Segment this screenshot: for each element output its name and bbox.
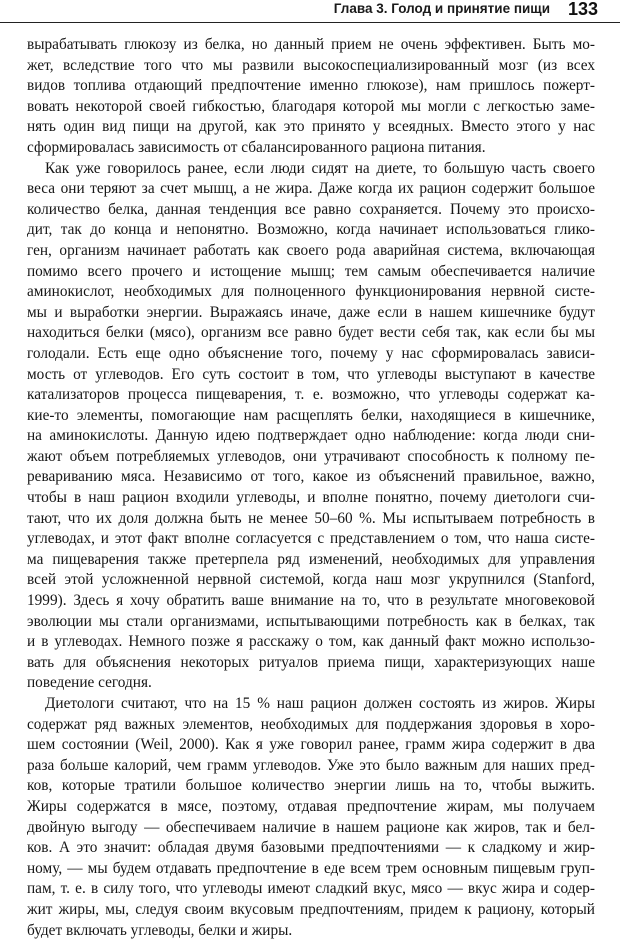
text-line: ревариванию мяса. Независимо от того, какое из объяснений правильное, важно, bbox=[27, 468, 595, 486]
text-line: ному, — мы будем отдавать предпочтение в еде всем трем основным пищевым груп- bbox=[27, 859, 595, 877]
text-line: содержат ряд важных элементов, необходимых для поддержания здоровья в хоро- bbox=[27, 715, 595, 733]
text-line: ков. А это значит: обладая двумя базовыми предпочтениями — к сладкому и жир- bbox=[27, 839, 595, 857]
text-line: голодали. Есть еще одно объяснение того, почему у нас сформировалась зависи- bbox=[27, 344, 595, 362]
text-line: находиться белки (мясо), организм все равно будет вести себя так, как если бы мы bbox=[27, 324, 595, 342]
text-line: кие-то элементы, помогающие нам расщеплять белки, находящиеся в кишечнике, bbox=[27, 406, 595, 424]
text-line: жет, вследствие того что мы развили высокоспециализированный мозг (из всех bbox=[27, 56, 595, 74]
text-line: ген, организм начинает работать как своего рода аварийная система, включающая bbox=[27, 241, 595, 259]
text-line: и в углеводах. Немного позже я расскажу о том, как данный факт можно использо- bbox=[27, 633, 595, 651]
text-line: видов топлива отдающий предпочтение именно глюкозе), нам пришлось пожерт- bbox=[27, 77, 595, 95]
text-line: будет включать углеводы, белки и жиры. bbox=[27, 921, 293, 939]
text-line: углеводах, и этот факт вполне согласуется с представлением о том, что наша систе- bbox=[27, 530, 595, 548]
text-line: нять один вид пищи на другой, как это принято у всеядных. Вместо этого у нас bbox=[27, 118, 595, 136]
text-line: аминокислот, необходимых для полноценного функционирования нервной систе- bbox=[27, 283, 595, 301]
text-line: Как уже говорилось ранее, если люди сидят на диете, то большую часть своего bbox=[45, 159, 595, 177]
text-line: Жиры содержатся в мясе, поэтому, отдавая предпочтение жирам, мы получаем bbox=[27, 797, 595, 815]
text-line: чтобы в наш рацион входили углеводы, и вполне понятно, почему диетологи счи- bbox=[27, 489, 595, 507]
text-line: дит, так до конца и непонятно. Возможно, когда начинает использоваться глико- bbox=[27, 221, 595, 239]
text-line: мость от углеводов. Его суть состоит в том, что углеводы выступают в качестве bbox=[27, 365, 595, 383]
chapter-title: Глава 3. Голод и принятие пищи bbox=[333, 1, 550, 16]
text-line: ма пищеварения также претерпела ряд изменений, необходимых для управления bbox=[27, 550, 595, 568]
text-line: на аминокислоты. Данную идею подтверждает одно наблюдение: когда люди сни- bbox=[27, 427, 595, 445]
text-line: всей этой усложненной нервной системой, когда наш мозг укрупнился (Stanford, bbox=[27, 571, 595, 589]
text-line: вать для объяснения некоторых ритуалов приема пищи, характеризующих наше bbox=[27, 653, 595, 671]
text-line: Диетологи считают, что на 15 % наш рацион должен состоять из жиров. Жиры bbox=[45, 695, 595, 712]
text-line: пам, т. е. в силу того, что углеводы имеют сладкий вкус, мясо — вкус жира и содер- bbox=[27, 880, 595, 898]
text-line: мы и выработки энергии. Выражаясь иначе, даже если в нашем кишечнике будут bbox=[27, 303, 595, 321]
text-line: двойную выгоду — обеспечиваем наличие в нашем рационе как жиров, так и бел- bbox=[27, 818, 595, 836]
page-number: 133 bbox=[567, 0, 598, 19]
text-line: ков, которые тратили большое количество энергии лишь на то, чтобы выжить. bbox=[27, 777, 595, 795]
text-line: вовать некоторой своей гибкостью, благодаря которой мы могли с легкостью заме- bbox=[27, 97, 595, 115]
text-line: поведение сегодня. bbox=[27, 674, 152, 692]
text-line: эволюции мы стали организмами, испытывающими потребность как в белках, так bbox=[27, 612, 595, 630]
running-header bbox=[0, 0, 620, 23]
text-line: жит жиры, мы, следуя своим вкусовым предпочтениям, придем к рациону, который bbox=[27, 900, 595, 918]
text-line: веса они теряют за счет мышц, а не жира. Даже когда их рацион содержит большое bbox=[27, 180, 595, 198]
text-line: 1999). Здесь я хочу обратить ваше внимание на то, что в результате многовековой bbox=[27, 592, 595, 610]
text-line: раза больше калорий, чем грамм углеводов. Уже это было важным для наших пред- bbox=[27, 756, 595, 774]
text-line: катализаторов процесса пищеварения, т. е. возможно, что углеводы содержат ка- bbox=[27, 386, 595, 404]
text-line: помимо всего прочего и истощение мышц; тем самым обеспечивается наличие bbox=[27, 262, 595, 280]
body-text bbox=[27, 35, 595, 941]
text-line: сформировалась зависимость от сбалансированного рациона питания. bbox=[27, 138, 486, 156]
text-line: тают, что их доля должна быть не менее 50–60 %. Мы испытываем потребность в bbox=[27, 509, 595, 527]
text-line: вырабатывать глюкозу из белка, но данный прием не очень эффективен. Быть мо- bbox=[27, 36, 595, 53]
text-line: шем состоянии (Weil, 2000). Как я уже говорил ранее, грамм жира содержит в два bbox=[27, 736, 595, 754]
text-line: количество белка, данная тенденция все равно сохраняется. Почему это происхо- bbox=[27, 200, 595, 218]
text-line: жают объем потребляемых углеводов, они утрачивают способность к полному пе- bbox=[27, 447, 595, 465]
